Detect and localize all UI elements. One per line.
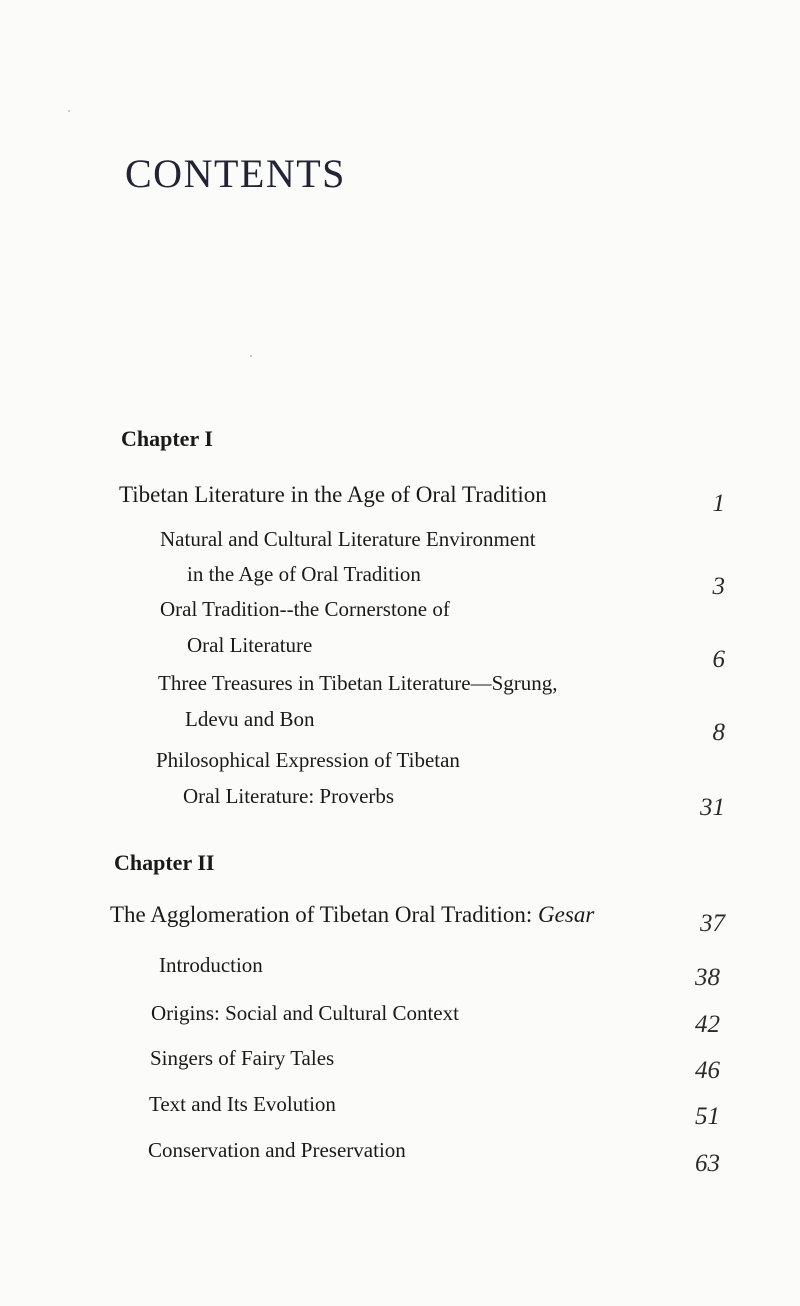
chapter-2-page-number: 37 xyxy=(700,910,725,937)
chapter-2-title xyxy=(110,902,594,928)
toc-entry-line: Three Treasures in Tibetan Literature—Sgrung, xyxy=(158,671,558,695)
chapter-2-label: Chapter II xyxy=(114,850,215,875)
toc-entry-page-number: 63 xyxy=(695,1150,720,1177)
chapter-2-title-italic: Gesar xyxy=(538,902,595,927)
toc-entry-line: Oral Tradition--the Cornerstone of xyxy=(160,597,450,621)
toc-entry-page-number: 6 xyxy=(712,646,725,673)
toc-entry-line: Ldevu and Bon xyxy=(185,707,315,731)
toc-entry-line: Philosophical Expression of Tibetan xyxy=(156,748,460,772)
toc-entry-page-number: 8 xyxy=(712,719,725,746)
toc-entry-page-number: 42 xyxy=(695,1011,720,1038)
toc-entry-line: Introduction xyxy=(159,953,263,977)
toc-entry-page-number: 38 xyxy=(695,964,720,991)
chapter-2-title-main: The Agglomeration of Tibetan Oral Tradition: xyxy=(110,902,539,927)
toc-entry-line: in the Age of Oral Tradition xyxy=(187,562,421,586)
contents-heading: CONTENTS xyxy=(125,151,346,196)
toc-entry-page-number: 3 xyxy=(712,573,725,600)
toc-entry-page-number: 51 xyxy=(695,1103,720,1130)
toc-entry-line: Oral Literature xyxy=(187,633,313,657)
toc-entry-line: Conservation and Preservation xyxy=(148,1138,406,1162)
toc-entry-page-number: 31 xyxy=(700,794,725,821)
chapter-1-title: Tibetan Literature in the Age of Oral Tradition xyxy=(119,482,547,507)
chapter-1-page-number: 1 xyxy=(712,490,725,517)
paper-speck xyxy=(250,355,252,357)
toc-entry-line: Singers of Fairy Tales xyxy=(150,1046,335,1070)
toc-entry-line: Origins: Social and Cultural Context xyxy=(151,1001,459,1025)
toc-entry-line: Oral Literature: Proverbs xyxy=(183,784,395,808)
toc-entry-line: Text and Its Evolution xyxy=(149,1092,336,1116)
chapter-1-label: Chapter I xyxy=(121,426,213,451)
toc-entry-line: Natural and Cultural Literature Environment xyxy=(160,527,536,551)
paper-speck xyxy=(68,110,70,112)
toc-entry-page-number: 46 xyxy=(695,1057,720,1084)
